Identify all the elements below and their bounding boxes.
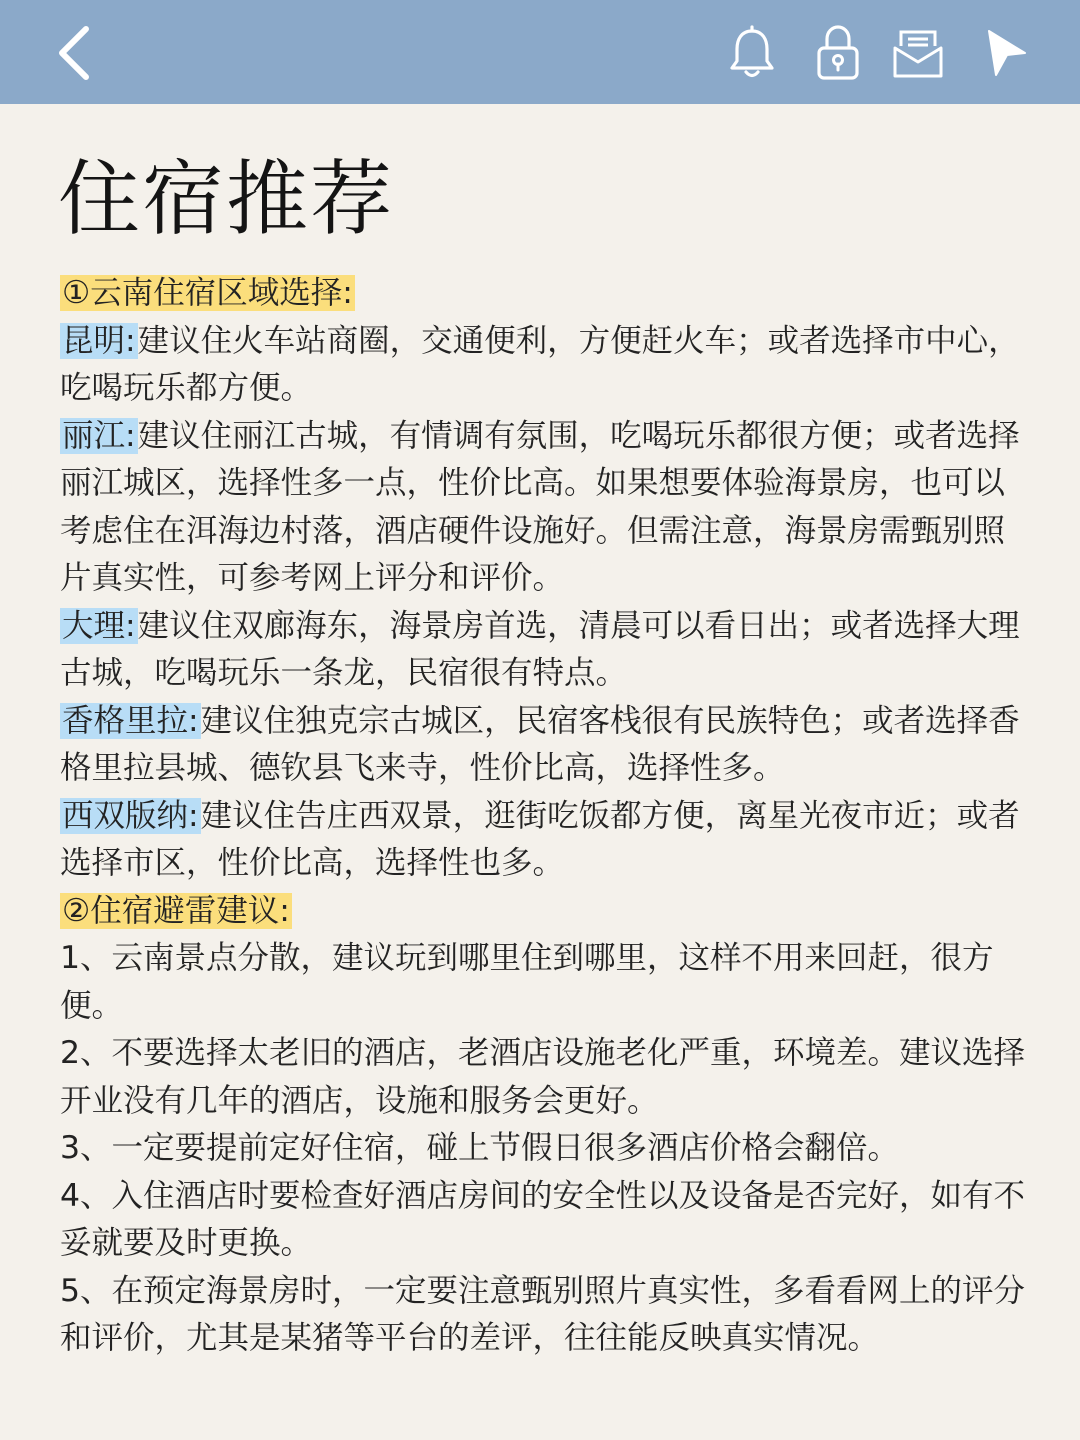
place-text: 建议住双廊海东，海景房首选，清晨可以看日出；或者选择大理古城，吃喝玩乐一条龙，民宿很有特点。 [60,607,1020,691]
place-paragraph-xishuangbanna [60,793,1030,888]
place-label: 丽江: [62,417,136,454]
place-paragraph-shangrila [60,698,1030,793]
share-button[interactable] [974,22,1038,84]
bell-icon [727,25,777,81]
top-toolbar [0,0,1080,104]
back-button[interactable] [44,20,104,86]
place-paragraph-kunming [60,318,1030,413]
place-label: 香格里拉: [62,702,199,739]
notification-button[interactable] [720,22,784,84]
tip-item: 3、一定要提前定好住宿，碰上节假日很多酒店价格会翻倍。 [60,1130,900,1166]
tip-item: 1、云南景点分散，建议玩到哪里住到哪里，这样不用来回赶，很方便。 [60,940,994,1024]
tip-item: 4、入住酒店时要检查好酒店房间的安全性以及设备是否完好，如有不妥就要及时更换。 [60,1177,1026,1261]
place-text: 建议住丽江古城，有情调有氛围，吃喝玩乐都很方便；或者选择丽江城区，选择性多一点，性价比高。如果想要体验海景房，也可以考虑住在洱海边村落，酒店硬件设施好。但需注意，海景房需甄别照片真实性，可参考网上评分和评价。 [60,417,1020,596]
page-title: 住宿推荐 [58,152,395,247]
place-paragraph-dali [60,603,1030,698]
article-body [60,270,1030,1363]
place-label: 西双版纳: [62,797,199,834]
place-label: 昆明: [62,322,136,359]
place-text: 建议住火车站商圈，交通便利，方便赶火车；或者选择市中心，吃喝玩乐都方便。 [60,322,1020,406]
lock-icon [815,24,861,82]
place-text: 建议住告庄西双景，逛街吃饭都方便，离星光夜市近；或者选择市区，性价比高，选择性也多。 [60,797,1020,881]
section-heading: ①云南住宿区域选择: [62,275,353,311]
place-label: 大理: [62,607,136,644]
mail-button[interactable] [886,22,950,84]
mail-icon [891,26,945,80]
share-icon [983,27,1029,79]
place-paragraph-lijiang [60,413,1030,603]
tip-item: 2、不要选择太老旧的酒店，老酒店设施老化严重，环境差。建议选择开业没有几年的酒店，设施和服务会更好。 [60,1035,1026,1119]
tip-item: 5、在预定海景房时，一定要注意甄别照片真实性，多看看网上的评分和评价，尤其是某猪等平台的差评，往往能反映真实情况。 [60,1272,1026,1356]
section-heading: ②住宿避雷建议: [62,892,290,929]
chevron-left-icon [54,23,94,83]
lock-button[interactable] [806,22,870,84]
place-text: 建议住独克宗古城区，民宿客栈很有民族特色；或者选择香格里拉县城、德钦县飞来寺，性价比高，选择性多。 [60,702,1020,786]
